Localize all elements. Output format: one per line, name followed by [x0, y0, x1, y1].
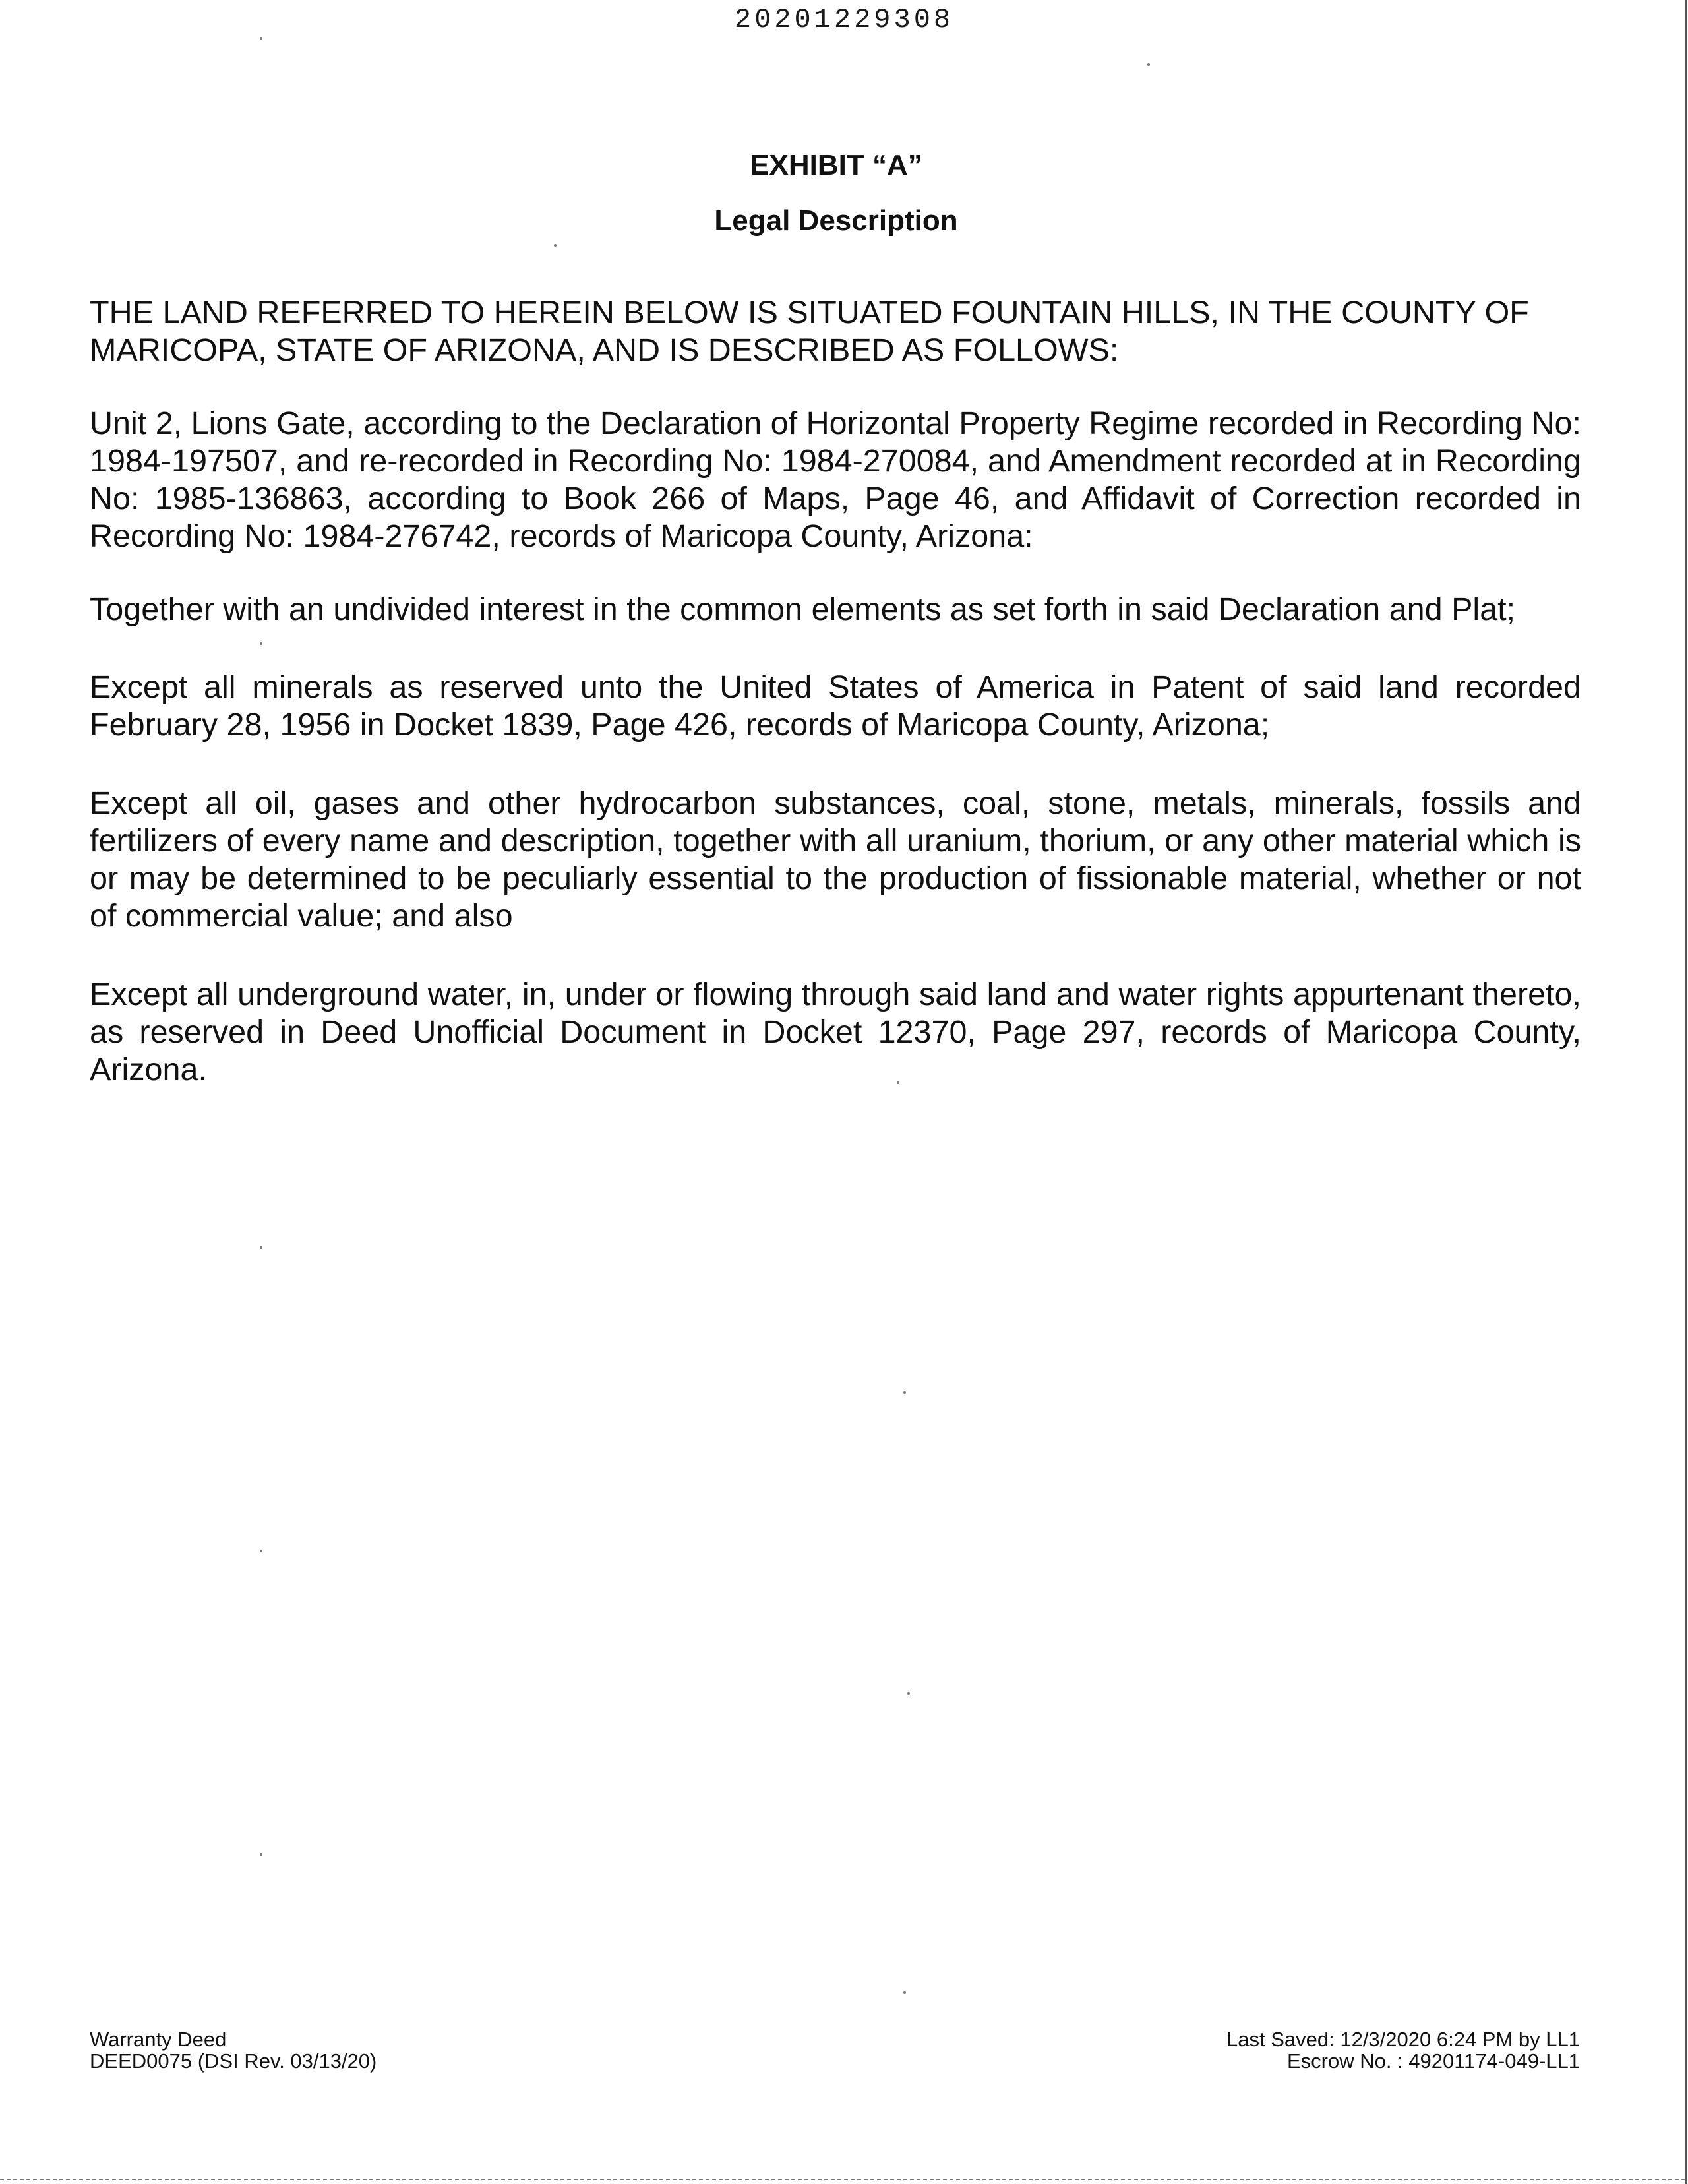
scan-speck [907, 1692, 910, 1695]
legal-description-paragraph: Unit 2, Lions Gate, according to the Declaration of Horizontal Property Regime recorded in Recording No: 1984-197507, and re-recorded in Recording No: 1984-270084, and Amendment recorded at in Recording No: 1985-136863, according to Book 266 of Maps, Page 46, and Affidavit of Correction recorded in Recording No: 1984-276742, records of Maricopa County, Arizona: [90, 406, 1581, 554]
footer-escrow-number: Escrow No. : 49201174-049-LL1 [1286, 2049, 1580, 2073]
footer-form-code: DEED0075 (DSI Rev. 03/13/20) [90, 2049, 377, 2073]
exhibit-subtitle: Legal Description [714, 204, 958, 237]
exhibit-title: EXHIBIT “A” [750, 149, 922, 181]
common-elements-paragraph: Together with an undivided interest in the common elements as set forth in said Declaration and Plat; [90, 592, 1516, 627]
scan-speck [897, 1081, 899, 1084]
scan-speck [260, 1550, 262, 1552]
scan-edge-bottom [0, 2179, 1685, 2180]
scan-edge-right [1685, 0, 1687, 2184]
scan-speck [903, 1391, 906, 1394]
footer-save-info [1226, 2028, 1580, 2072]
hydrocarbon-exception-paragraph: Except all oil, gases and other hydrocarbon substances, coal, stone, metals, minerals, fossils and fertilizers of every name and description, together with all uranium, thorium, or any other material which is or may be determined to be peculiarly essential to the production of fissionable material, whether or not of commercial value; and also [90, 785, 1581, 934]
scan-speck [260, 1853, 262, 1856]
scan-speck [554, 244, 557, 247]
scan-speck [1147, 63, 1150, 66]
scan-speck [260, 1246, 262, 1249]
water-exception-paragraph: Except all underground water, in, under or flowing through said land and water rights appurtenant thereto, as reserved in Deed Unofficial Document in Docket 12370, Page 297, records of Maricopa County, Arizona. [90, 977, 1581, 1087]
scan-speck [260, 642, 262, 645]
footer-form-info [90, 2028, 377, 2072]
recording-number: 20201229308 [734, 4, 954, 36]
scan-speck [260, 37, 262, 40]
mineral-exception-paragraph: Except all minerals as reserved unto the United States of America in Patent of said land recorded February 28, 1956 in Docket 1839, Page 426, records of Maricopa County, Arizona; [90, 669, 1581, 743]
footer-last-saved: Last Saved: 12/3/2020 6:24 PM by LL1 [1226, 2028, 1580, 2051]
footer-form-name: Warranty Deed [90, 2028, 227, 2051]
intro-paragraph: THE LAND REFERRED TO HEREIN BELOW IS SITUATED FOUNTAIN HILLS, IN THE COUNTY OF MARICOPA, STATE OF ARIZONA, AND IS DESCRIBED AS FOLLOWS: [90, 295, 1529, 368]
scan-speck [903, 1991, 906, 1994]
